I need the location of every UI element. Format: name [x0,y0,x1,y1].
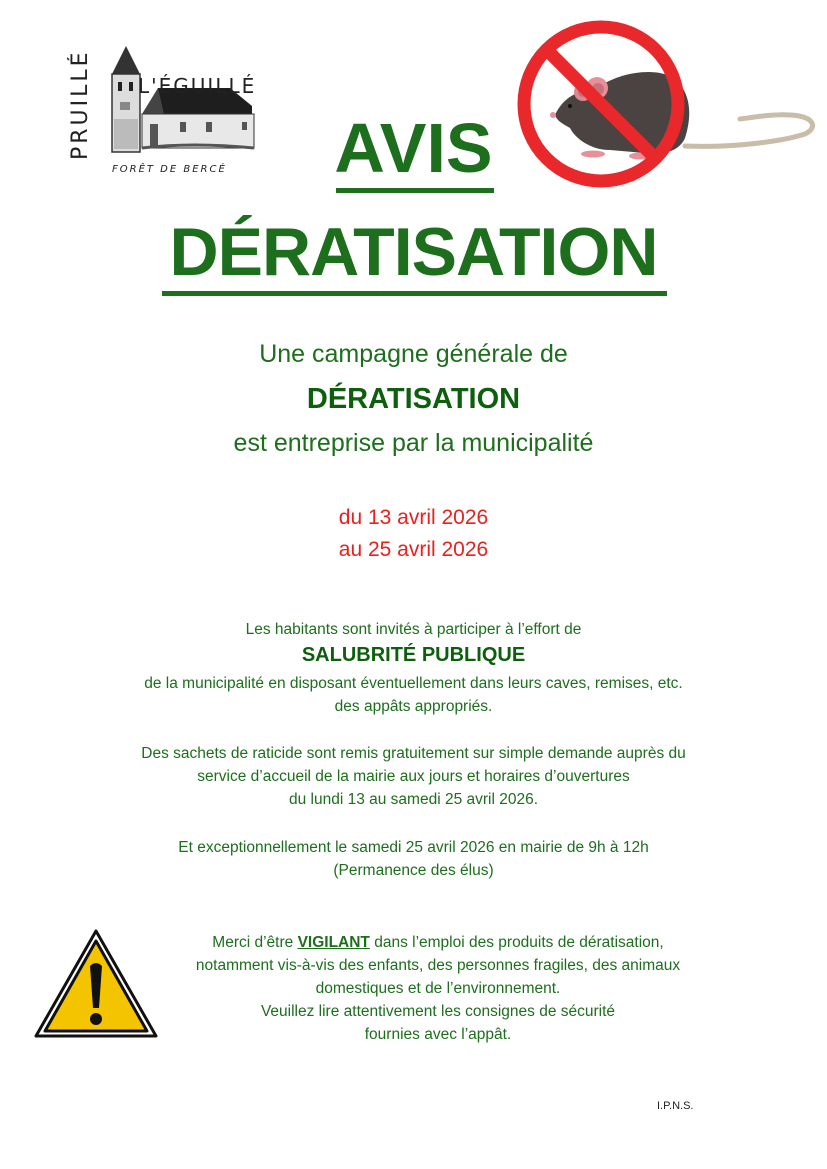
warning-text [150,931,726,1046]
ipns-label: I.P.N.S. [657,1100,694,1112]
paragraph-3-line-1: Et exceptionnellement le samedi 25 avril 2026 en mairie de 9h à 12h [178,839,649,856]
paragraph-1-body [0,672,827,718]
paragraph-2 [0,742,827,811]
warning-line-3: domestiques et de l’environnement. [315,980,561,997]
vigilant-emphasis: VIGILANT [297,934,370,951]
paragraph-2-line-3: du lundi 13 au samedi 25 avril 2026. [288,791,539,808]
date-to: au 25 avril 2026 [338,538,489,561]
warning-line-1-pre: Merci d’être [212,934,298,951]
title-avis: AVIS [334,109,493,187]
paragraph-1-emphasis: SALUBRITÉ PUBLIQUE [301,644,526,666]
warning-triangle-icon [33,928,159,1040]
paragraph-1-line-1: Les habitants sont invités à participer à l’effort de [245,621,582,638]
title-avis-underline [336,188,494,193]
paragraph-3-line-2: (Permanence des élus) [333,862,494,879]
logo-town-text: L'ÉGUILLÉ [138,74,257,98]
paragraph-1-line-3: des appâts appropriés. [334,698,493,715]
intro-line-1: Une campagne générale de [259,340,568,368]
title-deratisation-underline [162,291,667,296]
logo-subtitle: FORÊT DE BERCÉ [112,164,227,175]
warning-line-1 [150,931,726,954]
intro-emphasis: DÉRATISATION [306,383,521,415]
warning-line-4: Veuillez lire attentivement les consignes de sécurité [260,1003,616,1020]
warning-line-1-post: dans l’emploi des produits de dératisation, [369,934,664,951]
paragraph-2-line-2: service d’accueil de la mairie aux jours et horaires d’ouvertures [197,768,630,785]
paragraph-3 [0,836,827,882]
date-from: du 13 avril 2026 [338,506,489,529]
paragraph-2-line-1: Des sachets de raticide sont remis gratuitement sur simple demande auprès du [141,745,686,762]
warning-line-2: notamment vis-à-vis des enfants, des personnes fragiles, des animaux [195,957,681,974]
warning-line-5: fournies avec l’appât. [364,1026,512,1043]
intro-line-3: est entreprise par la municipalité [233,429,594,457]
title-deratisation: DÉRATISATION [169,214,658,290]
logo-vertical-text: PRUILLÉ [68,49,93,160]
paragraph-1-line-2: de la municipalité en disposant éventuellement dans leurs caves, remises, etc. [144,675,683,692]
